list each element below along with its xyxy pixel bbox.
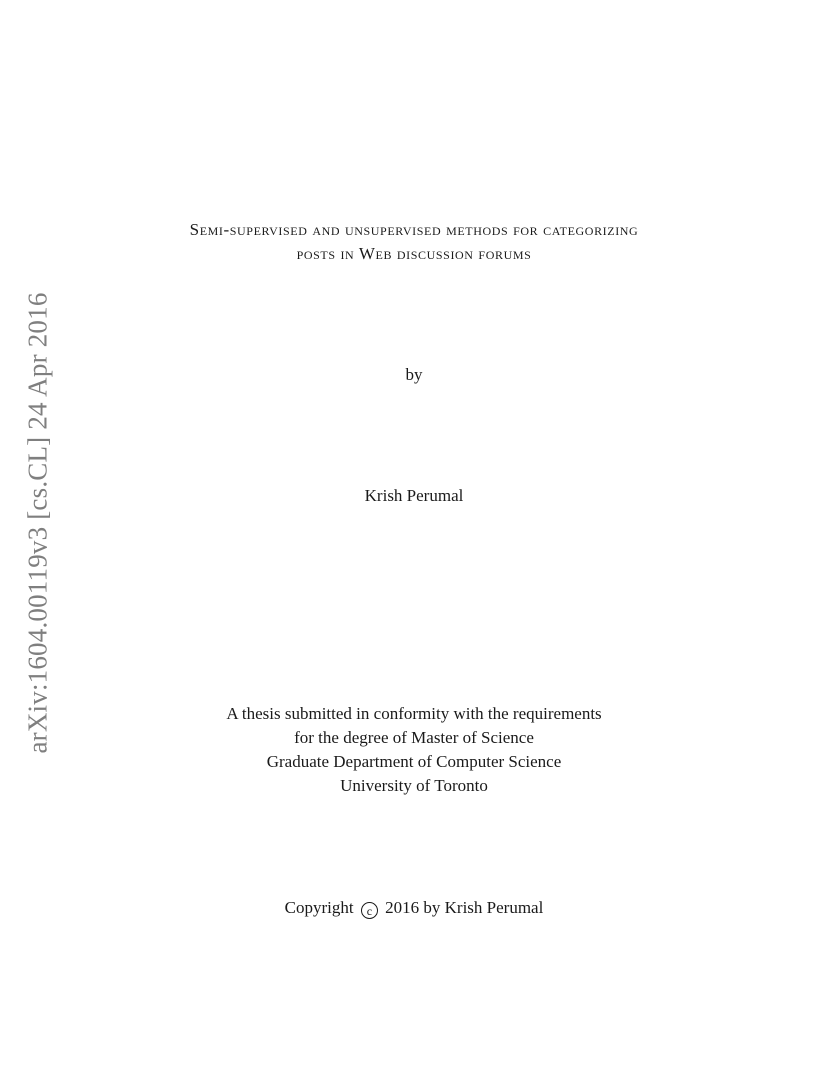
thesis-title [0,218,828,266]
thesis-statement-line-4: University of Toronto [340,776,488,795]
thesis-statement-line-2: for the degree of Master of Science [294,728,534,747]
thesis-title-line-2: posts in Web discussion forums [296,244,532,263]
author-name: Krish Perumal [364,486,464,505]
thesis-statement-line-1: A thesis submitted in conformity with the requirements [226,704,602,723]
copyright-icon: c [361,902,378,919]
copyright-text: 2016 by Krish Perumal [385,898,544,917]
copyright-prefix: Copyright [284,898,354,917]
thesis-statement-line-3: Graduate Department of Computer Science [266,752,562,771]
copyright-notice [0,896,828,920]
arxiv-identifier-stamp: arXiv:1604.00119v3 [cs.CL] 24 Apr 2016 [22,292,53,754]
thesis-title-line-1: Semi-supervised and unsupervised methods for categorizing [189,220,639,239]
by-label: by [405,365,423,384]
thesis-statement [0,702,828,798]
